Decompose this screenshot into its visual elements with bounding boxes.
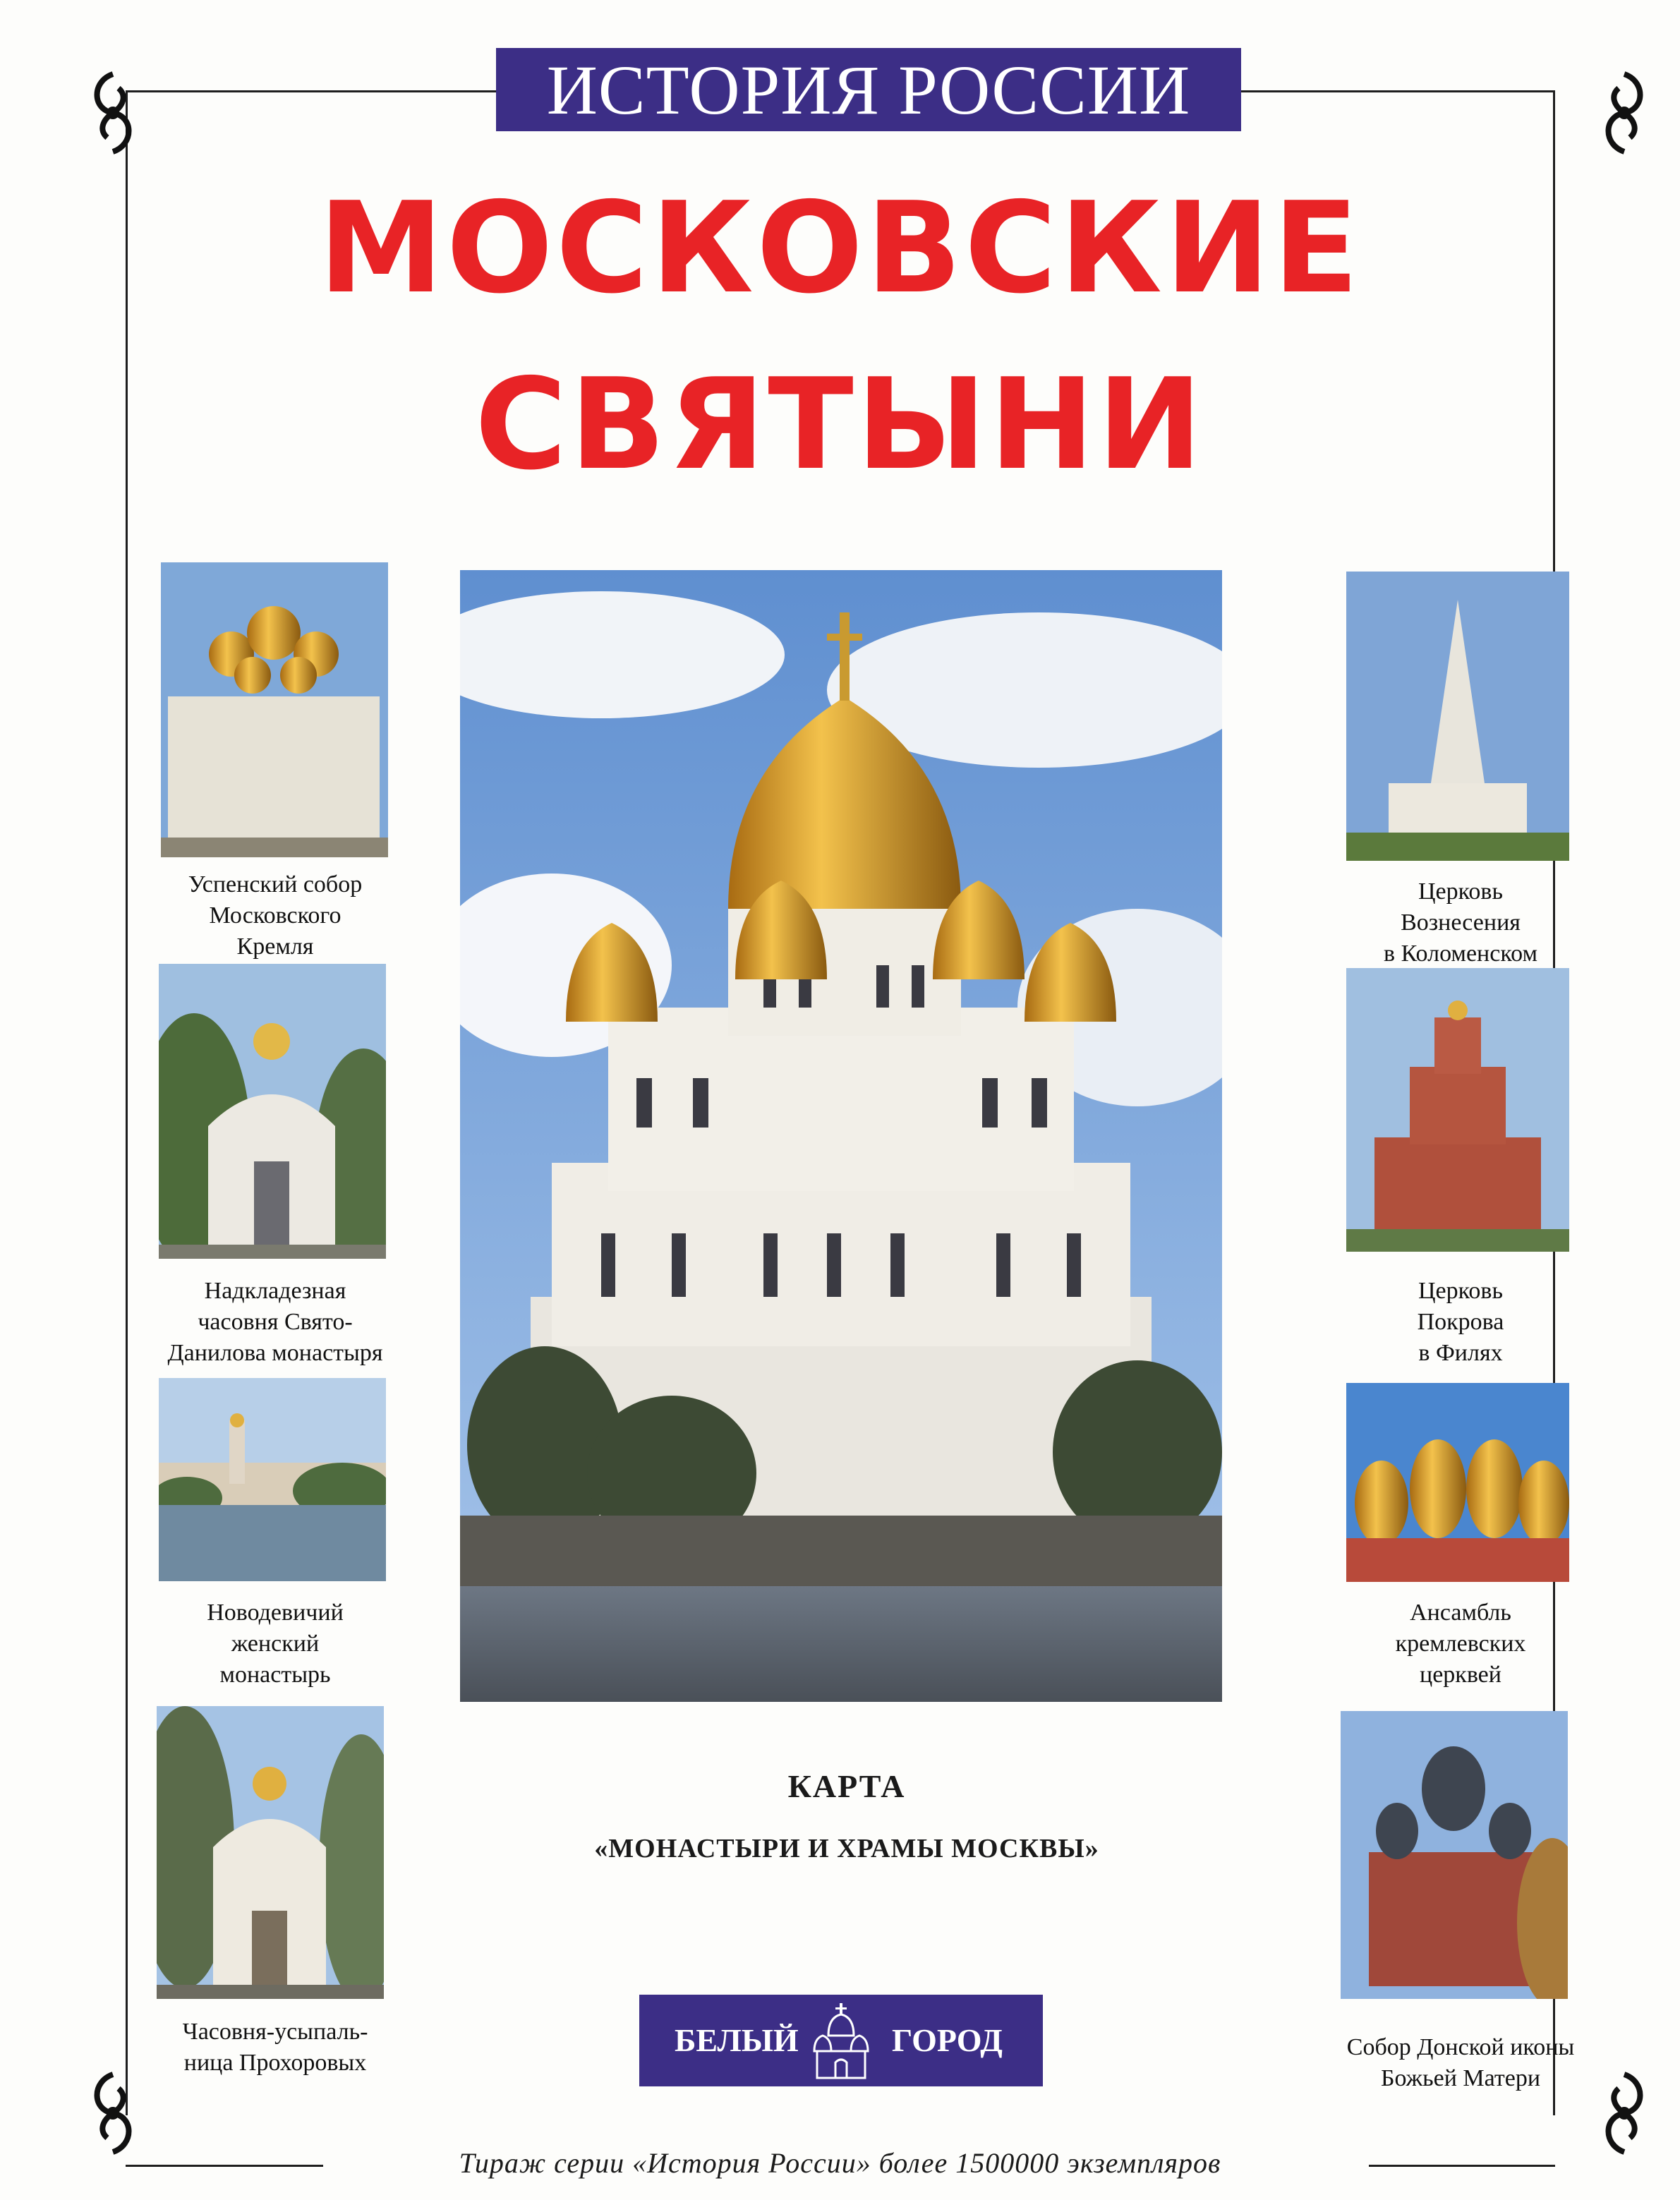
caption-line: Московского bbox=[209, 902, 342, 929]
caption-novodevichy bbox=[141, 1597, 409, 1691]
caption-line: Собор Донской иконы bbox=[1346, 2034, 1575, 2060]
series-title: ИСТОРИЯ РОССИИ bbox=[546, 50, 1191, 129]
thumb-danilov-chapel bbox=[159, 964, 386, 1259]
ornament-bottom-left bbox=[85, 2067, 141, 2159]
caption-line: Покрова bbox=[1417, 1309, 1504, 1335]
ornament-top-right bbox=[1596, 67, 1652, 159]
caption-line: женский bbox=[231, 1631, 320, 1657]
caption-line: Церковь bbox=[1418, 878, 1503, 905]
caption-line: в Коломенском bbox=[1384, 941, 1537, 967]
caption-kremlin-churches bbox=[1327, 1597, 1595, 1691]
caption-line: Церковь bbox=[1418, 1278, 1503, 1304]
frame-top-left bbox=[126, 90, 496, 92]
thumb-prokhorov-chapel bbox=[157, 1706, 384, 1999]
thumb-donskoy-cathedral bbox=[1341, 1711, 1568, 1999]
caption-line: монастырь bbox=[219, 1662, 331, 1688]
publisher-left: БЕЛЫЙ bbox=[675, 2022, 799, 2058]
title-line-1: МОСКОВСКИЕ bbox=[318, 175, 1362, 321]
caption-line: ница Прохоровых bbox=[183, 2050, 367, 2076]
caption-line: кремлевских bbox=[1395, 1631, 1526, 1657]
thumb-pokrova-church bbox=[1346, 968, 1569, 1252]
frame-top-right bbox=[1241, 90, 1555, 92]
caption-line: Ансамбль bbox=[1410, 1600, 1511, 1626]
caption-line: Часовня-усыпаль- bbox=[182, 2019, 368, 2045]
publisher-right: ГОРОД bbox=[892, 2022, 1003, 2058]
caption-uspensky bbox=[141, 869, 409, 962]
caption-line: Божьей Матери bbox=[1380, 2065, 1541, 2091]
caption-ascension bbox=[1327, 876, 1595, 969]
series-banner bbox=[496, 48, 1241, 131]
main-cathedral-photo bbox=[460, 570, 1222, 1702]
caption-line: церквей bbox=[1420, 1662, 1501, 1688]
caption-line: Вознесения bbox=[1401, 909, 1521, 936]
caption-line: Кремля bbox=[236, 933, 314, 960]
caption-line: Данилова монастыря bbox=[167, 1340, 383, 1366]
caption-line: часовня Свято- bbox=[198, 1309, 353, 1335]
map-subtitle: «МОНАСТЫРИ И ХРАМЫ МОСКВЫ» bbox=[594, 1834, 1099, 1863]
ornament-top-left bbox=[85, 67, 141, 159]
caption-danilov bbox=[134, 1276, 416, 1369]
thumb-ascension-church bbox=[1346, 572, 1569, 861]
caption-line: Успенский собор bbox=[188, 871, 363, 897]
map-label: КАРТА bbox=[787, 1768, 906, 1804]
title-line-2: СВЯТЫНИ bbox=[474, 351, 1206, 497]
caption-line: Надкладезная bbox=[204, 1278, 346, 1304]
caption-pokrova bbox=[1327, 1276, 1595, 1369]
thumb-novodevichy-convent bbox=[159, 1378, 386, 1581]
church-emblem-icon bbox=[807, 2002, 875, 2081]
thumb-uspensky-cathedral bbox=[161, 562, 388, 857]
caption-donskoy bbox=[1312, 2032, 1609, 2094]
publisher-logo bbox=[639, 1995, 1043, 2086]
caption-line: в Филях bbox=[1418, 1340, 1503, 1366]
caption-prokhorov bbox=[134, 2017, 416, 2079]
footer-print-run: Тираж серии «История России» более 1500000 экземпляров bbox=[459, 2147, 1221, 2179]
caption-line: Новодевичий bbox=[207, 1600, 344, 1626]
thumb-kremlin-churches bbox=[1346, 1383, 1569, 1582]
